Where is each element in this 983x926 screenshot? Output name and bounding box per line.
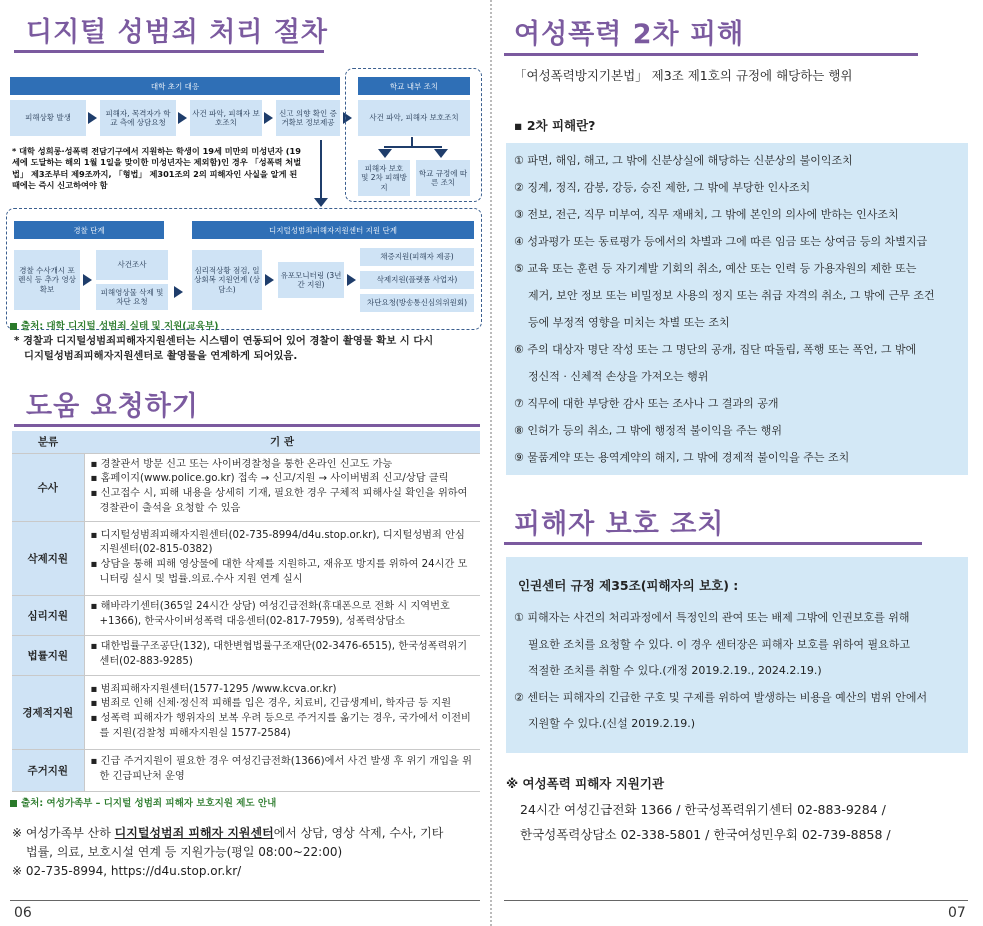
flow-box-confirm: 신고 의향 확인 증거확보 정보제공 bbox=[276, 100, 340, 136]
arrow-right-icon bbox=[174, 286, 183, 298]
law-subtitle: 「여성폭력방지기본법」 제3조 제1호의 규정에 해당하는 행위 bbox=[514, 68, 853, 83]
row-category: 심리지원 bbox=[12, 595, 84, 635]
table-row bbox=[12, 521, 480, 595]
agency-contacts-2: 한국성폭력상담소 02-338-5801 / 한국여성민우회 02-739-8858 / bbox=[520, 827, 891, 842]
flow-box-case: 사건조사 bbox=[96, 250, 168, 280]
list-item: 등에 부정적 영향을 미치는 차별 또는 조치 bbox=[528, 316, 730, 329]
rule-line: 적절한 조치를 취할 수 있다.(개정 2019.2.19., 2024.2.19.) bbox=[528, 664, 822, 677]
flow-header-early: 대학 초기 대응 bbox=[10, 77, 340, 95]
arrow-stem bbox=[384, 146, 442, 148]
process-title: 디지털 성범죄 처리 절차 bbox=[26, 17, 329, 48]
row-description: ▪ 경찰관서 방문 신고 또는 사이버경찰청을 통한 온라인 신고도 가능 ▪ 홈페이지(www.police.go.kr) 접속 → 신고/지원 → 사이버범죄 신고/상담 클릭 ▪ 신고접수 시, 피해 내용을 상세히 기재, 필요한 경우 구체적 피해사실 확인을 위하여 경찰관이 출석을 요청할 수 있음 bbox=[84, 453, 480, 521]
flow-box-block: 차단요청(방송통신심의위원회) bbox=[360, 294, 474, 312]
flow-box-protect: 사건 파악, 피해자 보호조치 bbox=[190, 100, 262, 136]
agency-contacts-1: 24시간 여성긴급전화 1366 / 한국성폭력위기센터 02-883-9284 / bbox=[520, 802, 886, 817]
secondary-harm-title: 여성폭력 2차 피해 bbox=[514, 19, 745, 50]
table-row bbox=[12, 675, 480, 749]
square-bullet-icon bbox=[10, 323, 17, 330]
source-note-1: 출처: 대학 디지털 성범죄 실태 및 지원(교육부) bbox=[10, 318, 219, 332]
list-item: ⑦ 직무에 대한 부당한 감사 또는 조사나 그 결과의 공개 bbox=[514, 397, 779, 410]
table-row bbox=[12, 749, 480, 791]
list-item: 제거, 보안 정보 또는 비밀정보 사용의 정지 또는 취급 자격의 취소, 그 밖에 근무 조건 bbox=[528, 289, 935, 302]
flow-box-platform: 삭제지원(플랫폼 사업자) bbox=[360, 271, 474, 289]
list-item: ③ 전보, 전근, 직무 미부여, 직무 재배치, 그 밖에 본인의 의사에 반하는 인사조치 bbox=[514, 208, 899, 221]
protect-underline bbox=[504, 542, 922, 545]
page-divider bbox=[490, 0, 492, 926]
row-description: ▪ 디지털성범죄피해자지원센터(02-735-8994/d4u.stop.or.kr), 디지털성범죄 안심지원센터(02-815-0382) ▪ 상담을 통해 피해 영상물에 대한 삭제를 지원하고, 재유포 방지를 위하여 24시간 모니터링 실시 및 법률.의료.수사 지원 연계 실시 bbox=[84, 521, 480, 595]
row-description: ▪ 대한법률구조공단(132), 대한변협법률구조재단(02-3476-6515), 한국성폭력위기센터(02-883-9285) bbox=[84, 635, 480, 675]
title-underline bbox=[14, 50, 324, 53]
flow-box-rules: 학교 규정에 따른 조치 bbox=[416, 160, 470, 196]
list-item: ⑤ 교육 또는 훈련 등 자기계발 기회의 취소, 예산 또는 인력 등 가용자원의 제한 또는 bbox=[514, 262, 917, 275]
table-row bbox=[12, 635, 480, 675]
arrow-right-icon bbox=[88, 112, 97, 124]
protect-title: 피해자 보호 조치 bbox=[514, 509, 725, 540]
flow-header-police: 경찰 단계 bbox=[14, 221, 164, 239]
flow-box-delete-request: 피해영상물 삭제 및 차단 요청 bbox=[96, 284, 168, 310]
page-number-right: 07 bbox=[948, 905, 966, 921]
arrow-right-icon bbox=[264, 112, 273, 124]
table-header-row bbox=[12, 431, 480, 453]
list-item: ② 징계, 정직, 감봉, 강등, 승진 제한, 그 밖에 부당한 인사조치 bbox=[514, 181, 811, 194]
flow-header-school: 학교 내부 조치 bbox=[358, 77, 470, 95]
arrow-stem bbox=[320, 140, 322, 200]
flow-note: * 대학 성희롱·성폭력 전담기구에서 지원하는 학생이 19세 미만의 미성년자 (19세에 도달하는 해의 1월 1일을 맞이한 미성년자는 제외함)인 경우 「성폭력 처벌법」 제3조부터 제9조까지, 「형법」 제301조의 2의 피해자인 사실을 알게 된 때에는 즉시 신고하여야 함 bbox=[12, 146, 302, 191]
square-bullet-icon bbox=[10, 800, 17, 807]
rule-line: ① 피해자는 사건의 처리과정에서 특정인의 관여 또는 배제 그밖에 인권보호를 위해 bbox=[514, 611, 910, 624]
flow-box-monitor: 유포모니터링 (3년간 지원) bbox=[278, 262, 344, 298]
flow-box-evidence: 채증지원(피해자 제공) bbox=[360, 248, 474, 266]
arrow-right-icon bbox=[265, 274, 274, 286]
row-description: ▪ 범죄피해자지원센터(1577-1295 /www.kcva.or.kr) ▪ 범죄로 인해 신체·정신적 피해를 입은 경우, 치료비, 긴급생계비, 학자금 등 지원 ▪ 성폭력 피해자가 행위자의 보복 우려 등으로 주거지를 옮기는 경우, 국가에서 이전비를 지원(검찰청 피해자지원실 1577-2584) bbox=[84, 675, 480, 749]
row-description: ▪ 해바라기센터(365일 24시간 상담) 여성긴급전화(휴대폰으로 전화 시 지역번호+1366), 한국사이버성폭력 대응센터(02-817-7959), 성폭력상담소 bbox=[84, 595, 480, 635]
question-heading: ▪ 2차 피해란? bbox=[514, 118, 596, 133]
help-underline bbox=[14, 424, 480, 427]
arrow-right-icon bbox=[178, 112, 187, 124]
source-note-2: 출처: 여성가족부 – 디지털 성범죄 피해자 보호지원 제도 안내 bbox=[10, 795, 276, 809]
list-item: 정신적 · 신체적 손상을 가져오는 행위 bbox=[528, 370, 709, 383]
footer-line bbox=[10, 900, 480, 901]
rule-title: 인권센터 규정 제35조(피해자의 보호) : bbox=[518, 578, 739, 593]
col-header-category: 분류 bbox=[12, 431, 84, 453]
rule-line: 필요한 조치를 요청할 수 있다. 이 경우 센터장은 피해자 보호를 위하여 필요하고 bbox=[528, 638, 910, 651]
help-title: 도움 요청하기 bbox=[26, 391, 199, 422]
list-item: ⑨ 물품계약 또는 용역계약의 해지, 그 밖에 경제적 불이익을 주는 조치 bbox=[514, 451, 850, 464]
arrow-down-icon bbox=[434, 149, 448, 158]
flow-header-center: 디지털성범죄피해자지원센터 지원 단계 bbox=[192, 221, 474, 239]
row-category: 수사 bbox=[12, 453, 84, 521]
agency-title: ※ 여성폭력 피해자 지원기관 bbox=[506, 776, 665, 791]
flow-box-request: 피해자, 목격자가 학교 측에 상담요청 bbox=[100, 100, 176, 136]
col-header-agency: 기 관 bbox=[84, 431, 480, 453]
row-category: 삭제지원 bbox=[12, 521, 84, 595]
arrow-right-icon bbox=[83, 274, 92, 286]
row-description: ▪ 긴급 주거지원이 필요한 경우 여성긴급전화(1366)에서 사건 발생 후 위기 개입을 위한 긴급피난처 운영 bbox=[84, 749, 480, 791]
flow-box-psych: 심리적상황 점검, 일상회복 지원연계 (상담소) bbox=[192, 250, 262, 310]
list-item: ⑧ 인허가 등의 취소, 그 밖에 행정적 불이익을 주는 행위 bbox=[514, 424, 782, 437]
table-row bbox=[12, 453, 480, 521]
flow-box-occur: 피해상황 발생 bbox=[10, 100, 86, 136]
row-category: 주거지원 bbox=[12, 749, 84, 791]
rule-line: ② 센터는 피해자의 긴급한 구호 및 구제를 위하여 발생하는 비용을 예산의 범위 안에서 bbox=[514, 691, 928, 704]
list-item: ① 파면, 해임, 해고, 그 밖에 신분상실에 해당하는 신분상의 불이익조치 bbox=[514, 154, 853, 167]
help-table bbox=[12, 431, 480, 792]
flow-box-police-investigate: 경찰 수사개시 포렌식 등 추가 영상 확보 bbox=[14, 250, 80, 310]
center-contact: ※ 02-735-8994, https://d4u.stop.or.kr/ bbox=[12, 864, 242, 879]
flow-box-secondary: 피해자 보호 및 2차 피해방지 bbox=[358, 160, 410, 196]
center-name: 디지털성범죄 피해자 지원센터 bbox=[114, 826, 274, 840]
arrow-down-icon bbox=[314, 198, 328, 207]
footer-note: ※ 여성가족부 산하 디지털성범죄 피해자 지원센터에서 상담, 영상 삭제, 수사, 기타 법률, 의료, 보호시설 연계 등 지원가능(평일 08:00~22:00) ※ 02-735-8994, https://d4u.stop.or.kr/ bbox=[12, 824, 443, 882]
row-category: 경제적지원 bbox=[12, 675, 84, 749]
police-note: * 경찰과 디지털성범죄피해자지원센터는 시스템이 연동되어 있어 경찰이 촬영물 확보 시 다시 디지털성범죄피해자지원센터로 촬영물을 연계하게 되어있음. bbox=[14, 335, 434, 363]
list-item: ④ 성과평가 또는 동료평가 등에서의 차별과 그에 따른 임금 또는 상여금 등의 차별지급 bbox=[514, 235, 928, 248]
arrow-right-icon bbox=[347, 274, 356, 286]
arrow-down-icon bbox=[378, 149, 392, 158]
rule-line: 지원할 수 있다.(신설 2019.2.19.) bbox=[528, 717, 696, 730]
flow-box-school-protect: 사건 파악, 피해자 보호조치 bbox=[358, 100, 470, 136]
table-row bbox=[12, 595, 480, 635]
page-number-left: 06 bbox=[14, 905, 32, 921]
list-item: ⑥ 주의 대상자 명단 작성 또는 그 명단의 공개, 집단 따돌림, 폭행 또는 폭언, 그 밖에 bbox=[514, 343, 917, 356]
footer-line bbox=[504, 900, 968, 901]
row-category: 법률지원 bbox=[12, 635, 84, 675]
title-underline bbox=[504, 53, 918, 56]
